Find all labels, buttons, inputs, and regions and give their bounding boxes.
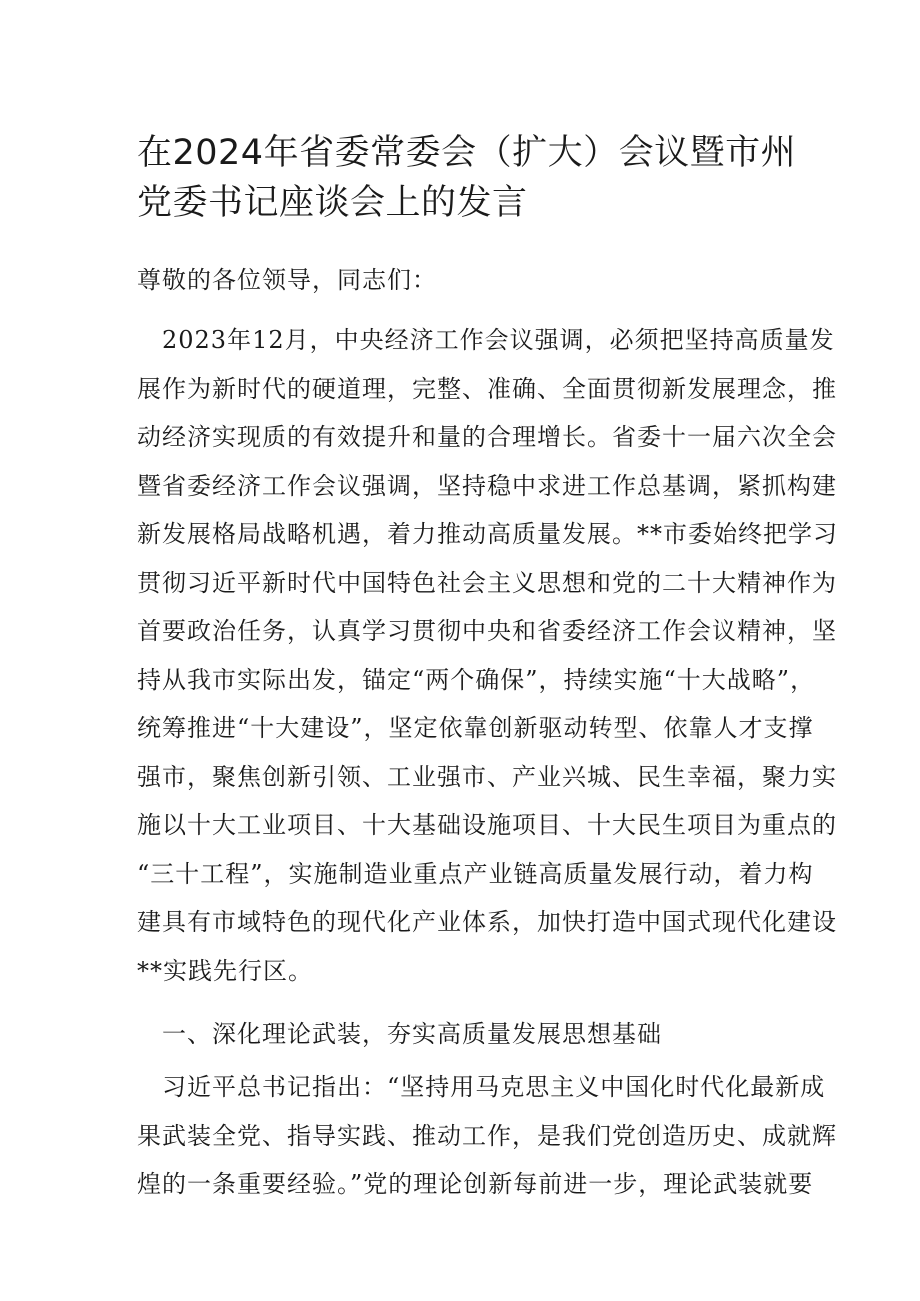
paragraph-line: 持从我市实际出发，锚定“两个确保”，持续实施“十大战略”， bbox=[137, 665, 816, 694]
paragraph-line: 新发展格局战略机遇，着力推动高质量发展。**市委始终把学习 bbox=[137, 520, 838, 548]
paragraph-line: 首要政治任务，认真学习贯彻中央和省委经济工作会议精神，坚 bbox=[137, 617, 837, 645]
paragraph-line: 统筹推进“十大建设”，坚定依靠创新驱动转型、依靠人才支撑 bbox=[137, 714, 814, 742]
document-title bbox=[137, 128, 797, 228]
paragraph-line: 建具有市域特色的现代化产业体系，加快打造中国式现代化建设 bbox=[137, 908, 837, 936]
paragraph-line: 动经济实现质的有效提升和量的合理增长。省委十一届六次全会 bbox=[137, 423, 837, 451]
title-line-1: 在2024年省委常委会（扩大）会议暨市州 bbox=[137, 133, 797, 173]
paragraph-line: 2023年12月，中央经济工作会议强调，必须把坚持高质量发 bbox=[137, 326, 835, 354]
paragraph-line: “三十工程”，实施制造业重点产业链高质量发展行动，着力构 bbox=[137, 859, 814, 888]
paragraph-line: 暨省委经济工作会议强调，坚持稳中求进工作总基调，紧抓构建 bbox=[137, 471, 837, 500]
title-line-2: 党委书记座谈会上的发言 bbox=[137, 183, 528, 223]
paragraph-line: 煌的一条重要经验。”党的理论创新每前进一步，理论武装就要 bbox=[137, 1170, 814, 1198]
paragraph-line: **实践先行区。 bbox=[137, 956, 313, 985]
paragraph-2 bbox=[137, 1063, 837, 1209]
greeting: 尊敬的各位领导，同志们： bbox=[137, 266, 437, 294]
section-heading-1: 一、深化理论武装，夯实高质量发展思想基础 bbox=[137, 1020, 662, 1048]
paragraph-line: 施以十大工业项目、十大基础设施项目、十大民生项目为重点的 bbox=[137, 811, 837, 839]
paragraph-line: 贯彻习近平新时代中国特色社会主义思想和党的二十大精神作为 bbox=[137, 568, 837, 597]
paragraph-line: 展作为新时代的硬道理，完整、准确、全面贯彻新发展理念，推 bbox=[137, 374, 837, 403]
paragraph-line: 果武装全党、指导实践、推动工作，是我们党创造历史、成就辉 bbox=[137, 1121, 837, 1150]
paragraph-1 bbox=[137, 316, 838, 995]
paragraph-line: 习近平总书记指出：“坚持用马克思主义中国化时代化最新成 bbox=[137, 1073, 826, 1101]
paragraph-line: 强市，聚焦创新引领、工业强市、产业兴城、民生幸福，聚力实 bbox=[137, 762, 837, 791]
